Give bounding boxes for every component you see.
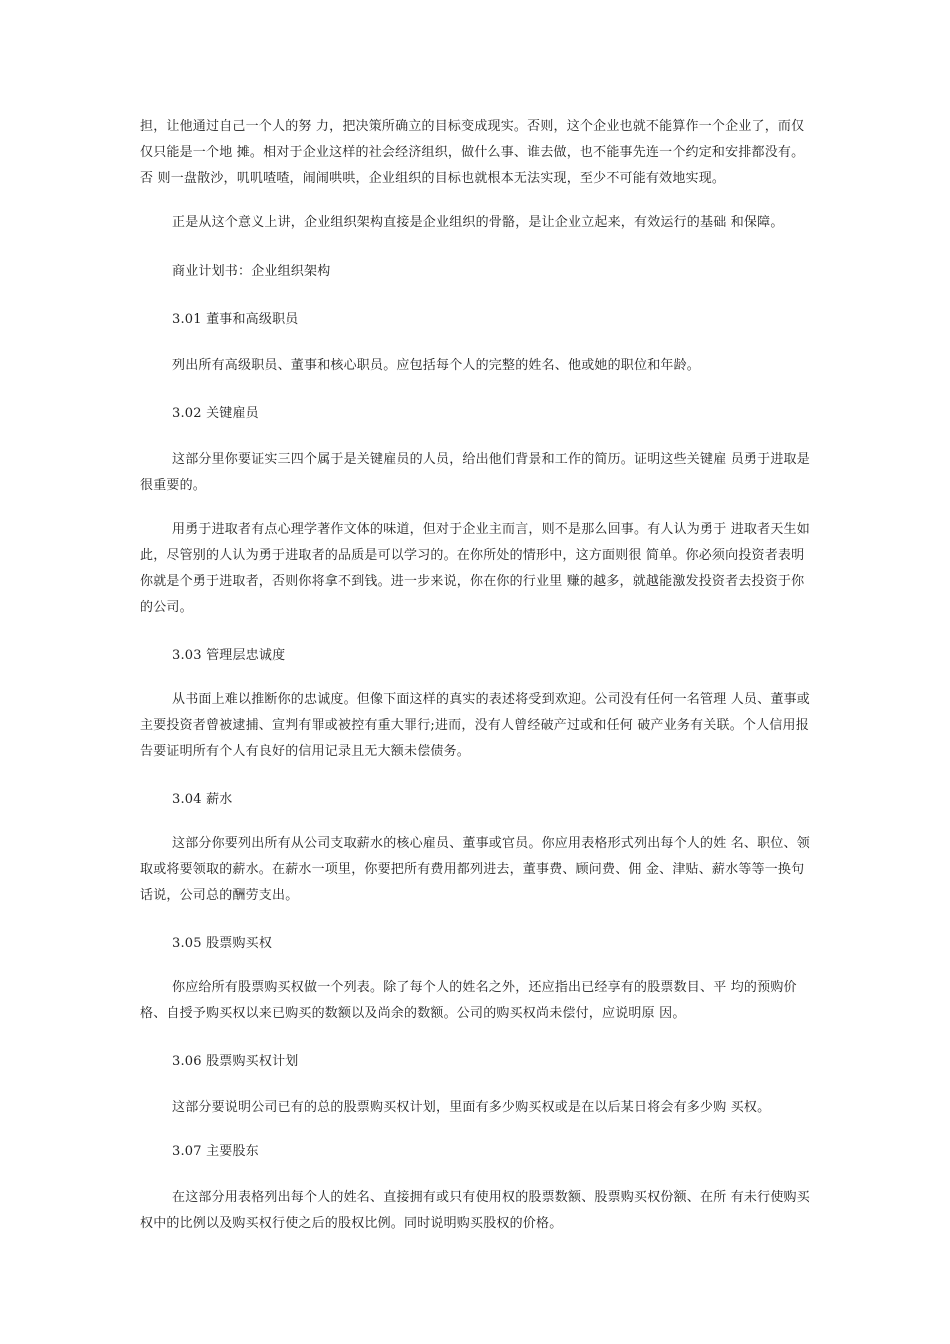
section-heading-3-02: 3.02 关键雇员 — [172, 406, 259, 421]
paragraph-3-02-a: 这部分里你要证实三四个属于是关键雇员的人员，给出他们背景和工作的简历。证明这些关键雇 员勇于进取是很重要的。 — [140, 452, 810, 493]
section-heading-3-07: 3.07 主要股东 — [172, 1144, 259, 1159]
paragraph-3-01: 列出所有高级职员、董事和核心职员。应包括每个人的完整的姓名、他或她的职位和年龄。 — [172, 358, 701, 373]
paragraph-3-03: 从书面上难以推断你的忠诚度。但像下面这样的真实的表述将受到欢迎。公司没有任何一名管理 人员、董事或主要投资者曾被逮捕、宣判有罪或被控有重大罪行;进而，没有人曾经破产过或和任何 破产业务有关联。个人信用报告要证明所有个人有良好的信用记录且无大额未偿债务。 — [140, 692, 810, 759]
paragraph-3-06: 这部分要说明公司已有的总的股票购买权计划，里面有多少购买权或是在以后某日将会有多少购 买权。 — [172, 1100, 771, 1115]
section-heading-3-05: 3.05 股票购买权 — [172, 936, 273, 951]
section-heading-3-03: 3.03 管理层忠诚度 — [172, 648, 286, 663]
section-heading-3-04: 3.04 薪水 — [172, 792, 233, 807]
paragraph-3-02-b: 用勇于进取者有点心理学著作文体的味道，但对于企业主而言，则不是那么回事。有人认为勇于 进取者天生如此，尽管别的人认为勇于进取者的品质是可以学习的。在你所处的情形中，这方面则很 简单。你必须向投资者表明你就是个勇于进取者，否则你将拿不到钱。进一步来说，你在你的行业里 赚的越多，就越能激发投资者去投资于你的公司。 — [140, 522, 810, 615]
section-heading-3-01: 3.01 董事和高级职员 — [172, 312, 299, 327]
paragraph-3-04: 这部分你要列出所有从公司支取薪水的核心雇员、董事或官员。你应用表格形式列出每个人的姓 名、职位、领取或将要领取的薪水。在薪水一项里，你要把所有费用都列进去，董事费、顾问费、佣 金、津贴、薪水等等一换句话说，公司总的酬劳支出。 — [140, 836, 810, 903]
document-subtitle: 商业计划书：企业组织架构 — [172, 264, 331, 279]
paragraph-3-05: 你应给所有股票购买权做一个列表。除了每个人的姓名之外，还应指出已经享有的股票数目、平 均的预购价格、自授予购买权以来已购买的数额以及尚余的数额。公司的购买权尚未偿付，应说明原 因。 — [140, 980, 797, 1021]
paragraph-intro: 担，让他通过自己一个人的努 力，把决策所确立的目标变成现实。否则，这个企业也就不能算作一个企业了，而仅仅只能是一个地 摊。相对于企业这样的社会经济组织，做什么事、谁去做，也不能事先连一个约定和安排都没有。否 则一盘散沙，叽叽喳喳，闹闹哄哄，企业组织的目标也就根本无法实现，至少不可能有效地实现。 — [140, 119, 805, 186]
paragraph-3-07: 在这部分用表格列出每个人的姓名、直接拥有或只有使用权的股票数额、股票购买权份额、在所 有未行使购买权中的比例以及购买权行使之后的股权比例。同时说明购买股权的价格。 — [140, 1190, 810, 1231]
section-heading-3-06: 3.06 股票购买权计划 — [172, 1054, 299, 1069]
paragraph-meaning: 正是从这个意义上讲，企业组织架构直接是企业组织的骨骼，是让企业立起来，有效运行的基础 和保障。 — [172, 215, 784, 230]
